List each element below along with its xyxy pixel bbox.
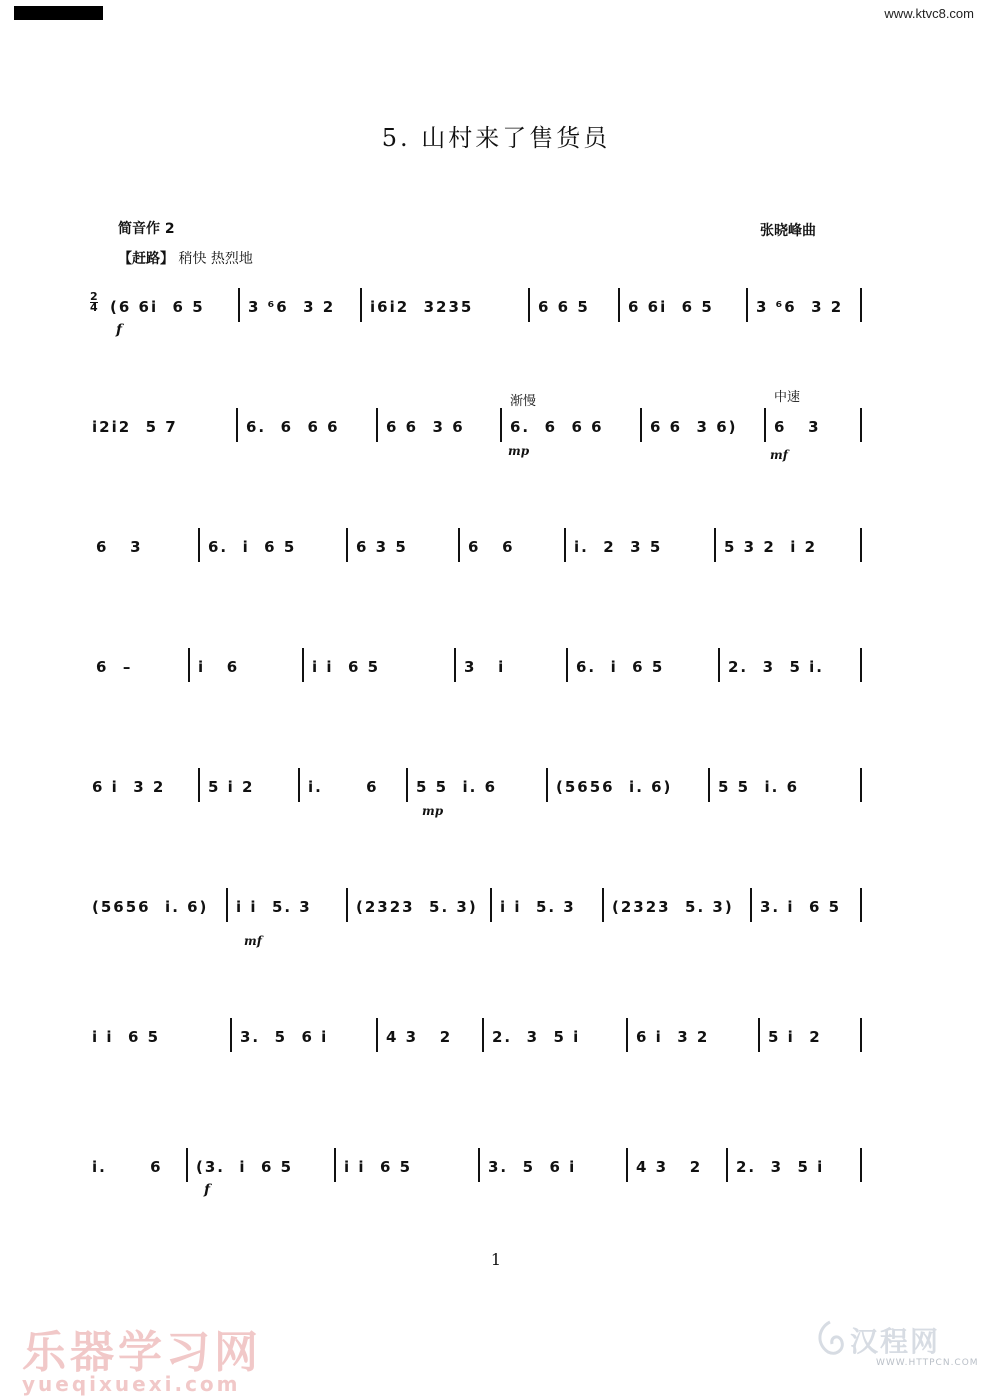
- barline: [708, 768, 710, 802]
- measure-notes: 6 i 3 2: [92, 778, 166, 796]
- barline: [750, 888, 752, 922]
- barline: [230, 1018, 232, 1052]
- measure-notes: 4 3 2: [386, 1028, 453, 1046]
- measure-notes: 2. 3 5 i: [492, 1028, 581, 1046]
- staff-line: [88, 528, 878, 568]
- measure-notes: i i 6 5: [344, 1158, 413, 1176]
- barline: [860, 288, 862, 322]
- measure-notes: i. 6: [308, 778, 379, 796]
- measure-notes: i i 6 5: [92, 1028, 161, 1046]
- measure-notes: 6 6 3 6): [650, 418, 738, 436]
- measure-notes: i2i2 5 7: [92, 418, 178, 436]
- staff-line: [88, 1018, 878, 1058]
- barline: [482, 1018, 484, 1052]
- measure-notes: i i 5. 3: [500, 898, 576, 916]
- barline: [490, 888, 492, 922]
- barline: [298, 768, 300, 802]
- measure-notes: 6 6 3 6: [386, 418, 465, 436]
- measure-notes: 6. 6 6 6: [510, 418, 604, 436]
- dynamic-mp-1: mp: [508, 444, 530, 458]
- dynamic-f-2: f: [204, 1182, 211, 1198]
- barline: [346, 888, 348, 922]
- staff-line: [88, 1148, 878, 1188]
- moderato-annotation: 中速: [774, 390, 801, 405]
- header-black-bar: [14, 6, 103, 20]
- measure-notes: 3. 5 6 i: [488, 1158, 577, 1176]
- barline: [302, 648, 304, 682]
- barline: [334, 1148, 336, 1182]
- measure-notes: i 6: [198, 658, 240, 676]
- barline: [860, 1018, 862, 1052]
- watermark-left-sub: yueqixuexi.com: [22, 1372, 241, 1396]
- barline: [236, 408, 238, 442]
- measure-notes: 3. 5 6 i: [240, 1028, 329, 1046]
- barline: [500, 408, 502, 442]
- barline: [764, 408, 766, 442]
- page-number: 1: [490, 1250, 502, 1269]
- barline: [726, 1148, 728, 1182]
- measure-notes: i i 5. 3: [236, 898, 312, 916]
- section-label: 【赶路】: [118, 251, 174, 267]
- barline: [458, 528, 460, 562]
- measure-notes: (6 6i 6 5: [110, 298, 205, 316]
- measure-notes: 6. i 6 5: [208, 538, 297, 556]
- measure-notes: 3 i: [464, 658, 506, 676]
- measure-notes: 6 3: [774, 418, 821, 436]
- barline: [860, 648, 862, 682]
- measure-notes: 6 6i 6 5: [628, 298, 714, 316]
- barline: [376, 408, 378, 442]
- watermark-swirl-icon: [812, 1318, 848, 1358]
- barline: [188, 648, 190, 682]
- dynamic-mf-1: mf: [770, 448, 788, 462]
- barline: [860, 1148, 862, 1182]
- measure-notes: (5656 i. 6): [556, 778, 673, 796]
- measure-notes: 5 3 2 i 2: [724, 538, 818, 556]
- measure-notes: (2323 5. 3): [356, 898, 478, 916]
- barline: [758, 1018, 760, 1052]
- barline: [564, 528, 566, 562]
- barline: [198, 768, 200, 802]
- measure-notes: 4 3 2: [636, 1158, 703, 1176]
- watermark-right-sub: WWW.HTTPCN.COM: [876, 1358, 979, 1368]
- barline: [226, 888, 228, 922]
- measure-notes: 6 i 3 2: [636, 1028, 710, 1046]
- measure-notes: 6 3 5: [356, 538, 408, 556]
- measure-notes: 6. 6 6 6: [246, 418, 340, 436]
- barline: [860, 768, 862, 802]
- dynamic-mp-2: mp: [422, 804, 444, 818]
- staff-line: [88, 768, 878, 808]
- barline: [718, 648, 720, 682]
- barline: [478, 1148, 480, 1182]
- staff-line: [88, 648, 878, 688]
- barline: [860, 528, 862, 562]
- measure-notes: 6 6: [468, 538, 515, 556]
- measure-notes: 6. i 6 5: [576, 658, 665, 676]
- barline: [618, 288, 620, 322]
- barline: [546, 768, 548, 802]
- measure-notes: i6i2 3235: [370, 298, 474, 316]
- measure-notes: 3 ⁶6 3 2: [248, 298, 336, 316]
- barline: [640, 408, 642, 442]
- dynamic-f-1: f: [116, 322, 123, 338]
- barline: [566, 648, 568, 682]
- page-title: 5. 山村来了售货员: [381, 124, 611, 152]
- measure-notes: (3. i 6 5: [196, 1158, 294, 1176]
- barline: [746, 288, 748, 322]
- rit-annotation: 渐慢: [510, 394, 537, 409]
- measure-notes: 5 i 2: [768, 1028, 822, 1046]
- barline: [626, 1148, 628, 1182]
- measure-notes: 2. 3 5 i.: [728, 658, 824, 676]
- tempo-line: [118, 248, 253, 268]
- barline: [406, 768, 408, 802]
- barline: [860, 888, 862, 922]
- measure-notes: 2. 3 5 i: [736, 1158, 825, 1176]
- watermark-right: 汉程网: [850, 1325, 941, 1358]
- measure-notes: 6 3: [96, 538, 143, 556]
- measure-notes: (5656 i. 6): [92, 898, 209, 916]
- tempo-marking: 稍快 热烈地: [178, 251, 253, 267]
- barline: [360, 288, 362, 322]
- staff-line: [88, 888, 878, 928]
- barline: [376, 1018, 378, 1052]
- site-url[interactable]: www.ktvc8.com: [884, 6, 974, 21]
- staff-line: [88, 408, 878, 448]
- measure-notes: 5 5 i. 6: [718, 778, 800, 796]
- barline: [714, 528, 716, 562]
- barline: [528, 288, 530, 322]
- barline: [198, 528, 200, 562]
- time-signature-top: 2: [90, 290, 98, 303]
- dynamic-mf-2: mf: [244, 934, 262, 948]
- measure-notes: 3. i 6 5: [760, 898, 842, 916]
- barline: [238, 288, 240, 322]
- barline: [454, 648, 456, 682]
- watermark-left: 乐器学习网: [22, 1327, 262, 1378]
- measure-notes: (2323 5. 3): [612, 898, 734, 916]
- barline: [346, 528, 348, 562]
- measure-notes: 6 6 5: [538, 298, 590, 316]
- staff-line: [88, 288, 878, 328]
- barline: [626, 1018, 628, 1052]
- barline: [860, 408, 862, 442]
- measure-notes: 5 5 i. 6: [416, 778, 498, 796]
- time-signature-bottom: 4: [90, 301, 98, 314]
- barline: [186, 1148, 188, 1182]
- measure-notes: i. 2 3 5: [574, 538, 663, 556]
- measure-notes: i. 6: [92, 1158, 163, 1176]
- composer-label: 张晓峰曲: [760, 223, 816, 239]
- measure-notes: 5 i 2: [208, 778, 255, 796]
- measure-notes: 6 –: [96, 658, 133, 676]
- barline: [602, 888, 604, 922]
- measure-notes: i i 6 5: [312, 658, 381, 676]
- arranger-label: 简音作 2: [118, 221, 175, 237]
- measure-notes: 3 ⁶6 3 2: [756, 298, 844, 316]
